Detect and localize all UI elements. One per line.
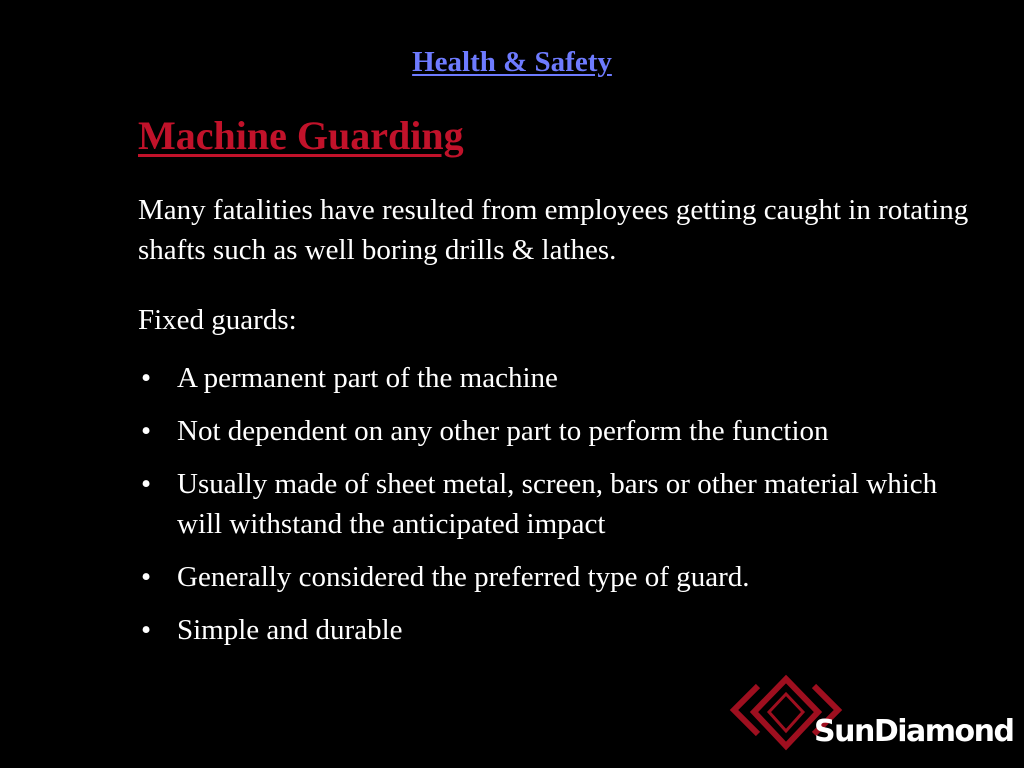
list-item-text: Not dependent on any other part to perform the function [177,415,829,447]
list-item [138,358,988,398]
sundiamond-logo [720,672,1012,762]
list-item-text: Simple and durable [177,614,403,646]
list-item-text: Usually made of sheet metal, screen, bars or other material which will withstand the anticipated impact [177,468,938,540]
logo-wordmark: SunDiamond [814,714,1014,749]
slide-title: Machine Guarding [138,113,464,158]
list-item [138,411,988,451]
intro-paragraph: Many fatalities have resulted from employees getting caught in rotating shafts such as well boring drills & lathes. [138,194,969,266]
list-item [138,464,988,544]
list-item [138,610,988,650]
bullet-icon: • [141,415,152,447]
bullet-icon: • [141,614,152,646]
fixed-guards-label: Fixed guards: [138,304,297,336]
fixed-guards-list [138,358,988,663]
bullet-icon: • [141,468,152,500]
list-item-text: A permanent part of the machine [177,362,558,394]
list-item-text: Generally considered the preferred type of guard. [177,561,750,593]
health-safety-link[interactable]: Health & Safety [412,46,612,78]
list-item [138,557,988,597]
bullet-icon: • [141,362,152,394]
bullet-icon: • [141,561,152,593]
